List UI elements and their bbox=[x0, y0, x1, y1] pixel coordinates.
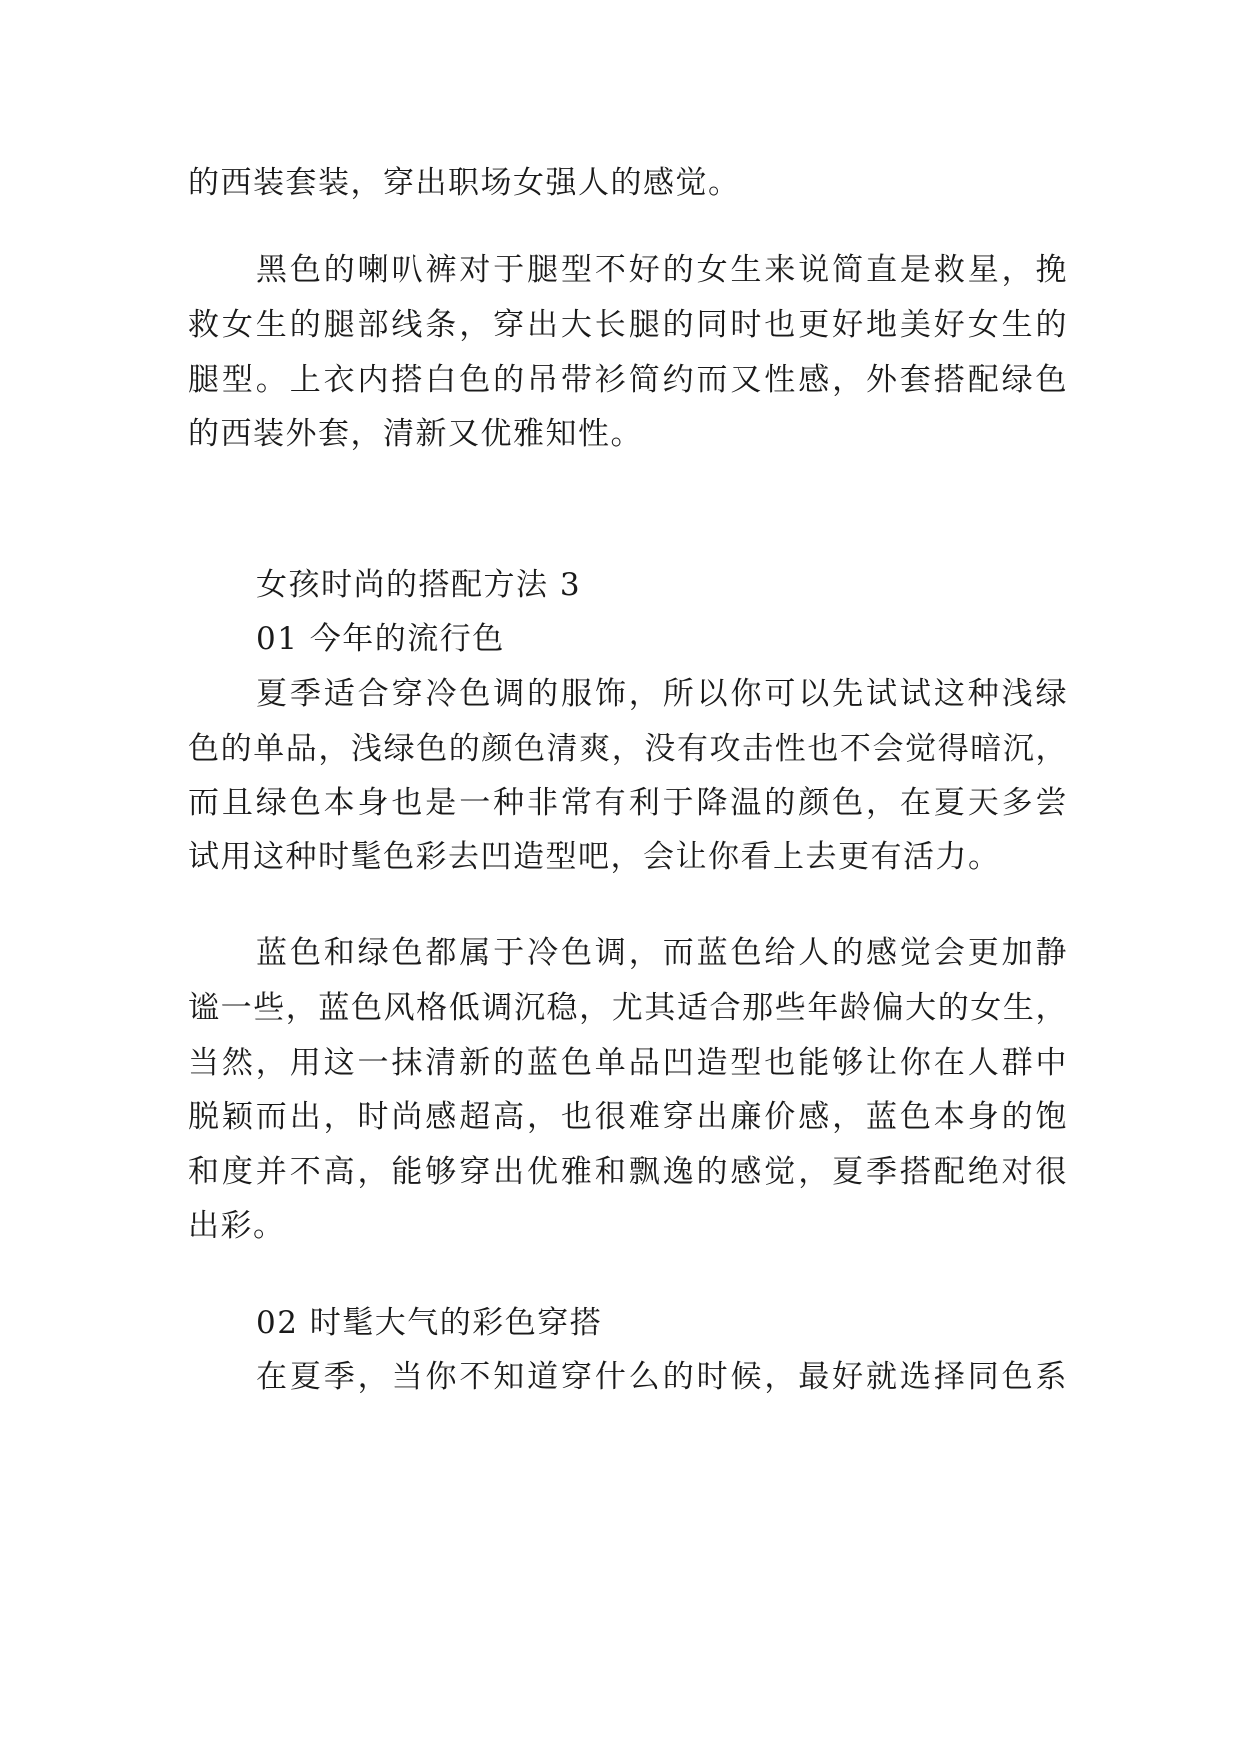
text-line: 的西装外套，清新又优雅知性。 bbox=[188, 416, 643, 452]
text-line: 夏季适合穿冷色调的服饰，所以你可以先试试这种浅绿 bbox=[256, 676, 1068, 712]
text-line: 救女生的腿部线条，穿出大长腿的同时也更好地美好女生的 bbox=[188, 307, 1068, 343]
text-line: 色的单品，浅绿色的颜色清爽，没有攻击性也不会觉得暗沉， bbox=[188, 731, 1068, 767]
text-line: 黑色的喇叭裤对于腿型不好的女生来说简直是救星，挽 bbox=[256, 252, 1068, 288]
section-heading: 女孩时尚的搭配方法 3 bbox=[256, 567, 582, 603]
text-line: 在夏季，当你不知道穿什么的时候，最好就选择同色系 bbox=[256, 1359, 1068, 1395]
text-line: 的西装套装，穿出职场女强人的感觉。 bbox=[188, 165, 741, 201]
text-line: 试用这种时髦色彩去凹造型吧，会让你看上去更有活力。 bbox=[188, 839, 1001, 875]
text-line: 脱颖而出，时尚感超高，也很难穿出廉价感，蓝色本身的饱 bbox=[188, 1099, 1068, 1135]
subheading: 01 今年的流行色 bbox=[256, 621, 505, 657]
text-line: 腿型。上衣内搭白色的吊带衫简约而又性感，外套搭配绿色 bbox=[188, 362, 1068, 398]
text-line: 而且绿色本身也是一种非常有利于降温的颜色，在夏天多尝 bbox=[188, 785, 1068, 821]
subheading: 02 时髦大气的彩色穿搭 bbox=[256, 1305, 603, 1341]
text-line: 谧一些，蓝色风格低调沉稳，尤其适合那些年龄偏大的女生， bbox=[188, 990, 1068, 1026]
text-line: 当然，用这一抹清新的蓝色单品凹造型也能够让你在人群中 bbox=[188, 1045, 1068, 1081]
text-line: 出彩。 bbox=[188, 1208, 286, 1244]
text-line: 和度并不高，能够穿出优雅和飘逸的感觉，夏季搭配绝对很 bbox=[188, 1154, 1068, 1190]
text-line: 蓝色和绿色都属于冷色调，而蓝色给人的感觉会更加静 bbox=[256, 935, 1068, 971]
